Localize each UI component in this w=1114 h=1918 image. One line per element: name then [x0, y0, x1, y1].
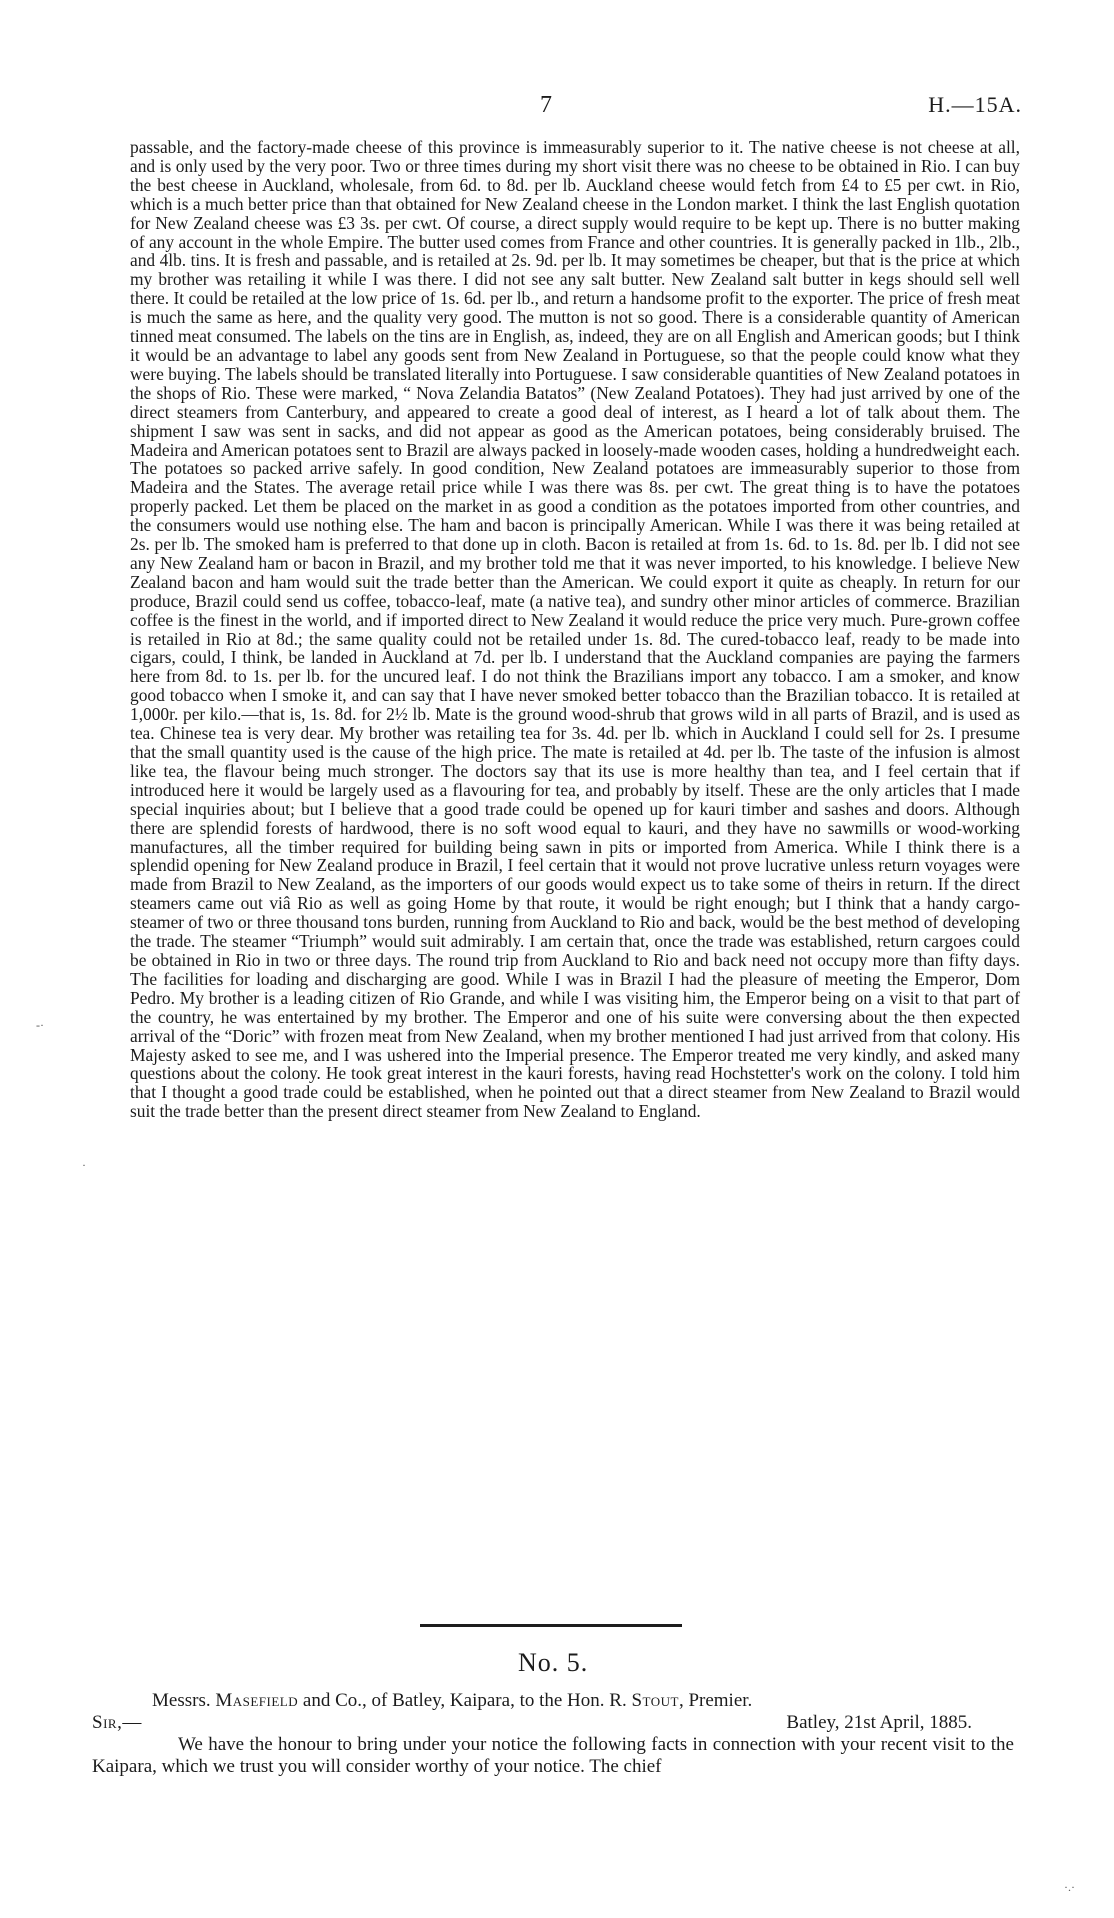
letter-header: [152, 1690, 752, 1712]
letter-number: No. 5.: [518, 1648, 589, 1677]
letter-header-suffix: , Premier.: [678, 1690, 753, 1711]
margin-mark: ·.·: [1064, 1880, 1075, 1894]
letter-opening: [92, 1734, 1014, 1778]
letter-header-prefix: Messrs.: [152, 1690, 211, 1711]
section-divider: [420, 1624, 682, 1627]
dateline: Batley, 21st April, 1885.: [786, 1712, 972, 1733]
sender-name: Masefield: [215, 1690, 299, 1711]
document-reference: H.—15A.: [928, 92, 1022, 117]
body-paragraph: passable, and the factory-made cheese of this province is immeasurably superior to it. The native cheese is not cheese at all, and is only used by the very poor. Two or three times during my short visit there was no cheese to be obtained in Rio. I can buy the best cheese in Auckland, wholesale, from 6d. to 8d. per lb. Auckland cheese would fetch from £4 to £5 per cwt. in Rio, which is a much better price than that obtained for New Zealand cheese in the London market. I think the last English quotation for New Zealand cheese was £3 3s. per cwt. Of course, a direct supply would require to be kept up. There is no butter making of any account in the whole Empire. The butter used comes from France and other countries. It is generally packed in 1lb., 2lb., and 4lb. tins. It is fresh and passable, and is retailed at 2s. 9d. per lb. It may sometimes be cheaper, but that is the price at which my brother was retailing it while I was there. I did not see any salt butter. New Zealand salt butter in kegs should sell well there. It could be retailed at the low price of 1s. 6d. per lb., and return a handsome profit to the exporter. The price of fresh meat is much the same as here, and the quality very good. The mutton is not so good. There is a considerable quantity of American tinned meat consumed. The labels on the tins are in English, as, indeed, they are on all English and American goods; but I think it would be an advantage to label any goods sent from New Zealand in Portuguese, so that the people could know what they were buying. The labels should be translated literally into Portuguese. I saw considerable quantities of New Zealand potatoes in the shops of Rio. These were marked, “ Nova Zelandia Batatos” (New Zealand Potatoes). They had just arrived by one of the direct steamers from Canterbury, and appeared to create a good deal of interest, as I heard a lot of talk about them. The shipment I saw was sent in sacks, and did not appear as good as the American potatoes, being considerably bruised. The Madeira and American potatoes sent to Brazil are always packed in loosely-made wooden cases, holding a hundredweight each. The potatoes so packed arrive safely. In good condition, New Zealand potatoes are immeasurably superior to those from Madeira and the States. The average retail price while I was there was 8s. per cwt. The great thing is to have the potatoes properly packed. Let them be placed on the market in as good a condition as the potatoes imported from other countries, and the consumers would use nothing else. The ham and bacon is principally American. While I was there it was being retailed at 2s. per lb. The smoked ham is preferred to that done up in cloth. Bacon is retailed at from 1s. 6d. to 1s. 8d. per lb. I did not see any New Zealand ham or bacon in Brazil, and my brother told me that it was never imported, to his knowledge. I believe New Zealand bacon and ham would suit the trade better than the American. We could export it quite as cheaply. In return for our produce, Brazil could send us coffee, tobacco-leaf, mate (a native tea), and sundry other minor articles of commerce. Brazilian coffee is the finest in the world, and if imported direct to New Zealand it would reduce the price very much. Pure-grown coffee is retailed in Rio at 8d.; the same quality could not be retailed under 1s. 8d. The cured-tobacco leaf, ready to be made into cigars, could, I think, be landed in Auckland at 7d. per lb. I understand that the Auckland companies are paying the farmers here from 8d. to 1s. per lb. for the uncured leaf. I do not think the Brazilians import any tobacco. I am a smoker, and know good tobacco when I smoke it, and can say that I have never smoked better tobacco than the Brazilian tobacco. It is retailed at 1,000r. per kilo.—that is, 1s. 8d. for 2½ lb. Mate is the ground wood-shrub that grows wild in all parts of Brazil, and is used as tea. Chinese tea is very dear. My brother was retailing tea for 3s. 4d. per lb. which in Auckland I could sell for 2s. I presume that the small quantity used is the cause of the high price. The mate is retailed at 4d. per lb. The taste of the infusion is almost like tea, the flavour being much stronger. The doctors say that its use is more healthy than tea, and I feel certain that if introduced here it would be largely used as a flavouring for tea, and probably by itself. These are the only articles that I made special inquiries about; but I believe that a good trade could be opened up for kauri timber and sashes and doors. Although there are splendid forests of hardwood, there is no soft wood equal to kauri, and they have no sawmills or wood-working manufactures, all the timber required for building being sawn in pits or imported from America. While I think there is a splendid opening for New Zealand produce in Brazil, I feel certain that it would not prove lucrative unless return voyages were made from Brazil to New Zealand, as the importers of our goods would expect us to take some of theirs in return. If the direct steamers came out viâ Rio as well as going Home by that route, it would be right enough; but I think that a handy cargo-steamer of two or three thousand tons burden, running from Auckland to Rio and back, would be the best method of developing the trade. The steamer “Triumph” would suit admirably. I am certain that, once the trade was established, return cargoes could be obtained in Rio in two or three days. The round trip from Auckland to Rio and back need not occupy more than fifty days. The facilities for loading and discharging are good. While I was in Brazil I had the pleasure of meeting the Emperor, Dom Pedro. My brother is a leading citizen of Rio Grande, and while I was visiting him, the Emperor being on a visit to that part of the country, he was entertained by my brother. The Emperor and one of his suite were conversing about the then expected arrival of the “Doric” with frozen meat from New Zealand, when my brother mentioned I had just arrived from that colony. His Majesty asked to see me, and I was ushered into the Imperial presence. The Emperor treated me very kindly, and asked many questions about the colony. He took great interest in the kauri forests, having read Hochstetter's work on the colony. I told him that I thought a good trade could be established, when he pointed out that a direct steamer from New Zealand to Brazil would suit the trade better than the present direct steamer from New Zealand to England.: [130, 137, 1020, 1122]
letter-opening-text: We have the honour to bring under your notice the following facts in connection with your recent visit to the Kaipara, which we trust you will consider worthy of your notice. The chief: [92, 1734, 1014, 1777]
margin-mark: ·: [82, 1158, 86, 1172]
margin-mark: -·: [36, 1018, 44, 1032]
recipient-name: Stout: [631, 1690, 679, 1711]
salutation: Sir,—: [92, 1712, 142, 1733]
body-text: [130, 138, 1020, 1121]
letter-header-middle: and Co., of Batley, Kaipara, to the Hon. R.: [302, 1690, 627, 1711]
page-number: 7: [540, 92, 553, 118]
